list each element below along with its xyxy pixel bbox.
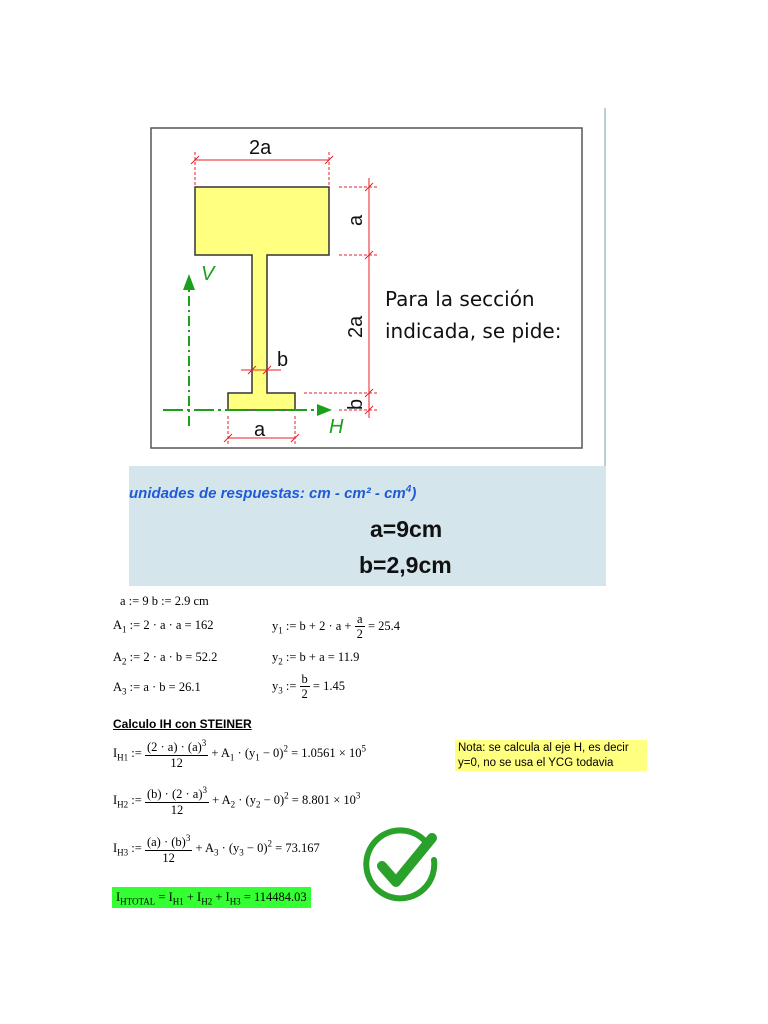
y1-den: 2 xyxy=(356,627,363,642)
y1-post: = 25.4 xyxy=(367,618,401,633)
y3-num: b xyxy=(301,672,308,686)
units-text: unidades de respuestas: cm - cm² - cm xyxy=(129,485,406,502)
ih1-num: (2 · a) · (a) xyxy=(146,740,202,755)
i-section-drawing xyxy=(129,108,606,466)
ih2-exp: 3 xyxy=(355,790,361,801)
centroid-y1: $y_1$ := b + 2 · a + $\frac{a}{2}$ = 25.4 xyxy=(272,612,401,642)
ih3-num: (a) · (b) xyxy=(146,835,186,850)
figure-area xyxy=(129,108,606,466)
y2-expr: b + a = 11.9 xyxy=(299,650,360,664)
ih1-equation: $I_{H1}$ := $\frac{(2 \cdot a) \cdot (a)^3}{12}$ + $A_1 \cdot (y_1 - 0)^2 = 1.0561 \times 10^5$ xyxy=(113,738,366,770)
ih2-den: 12 xyxy=(170,802,184,817)
units-note xyxy=(129,484,416,502)
total-inertia: $I_{HTOTAL} = I_{H1} + I_{H2} + I_{H3} = 114484.03$ xyxy=(112,887,311,908)
ih1-result: = 1.0561 × 10 xyxy=(287,745,362,760)
area-a2: $A_2$ := 2 · a · b = 52.2 xyxy=(113,650,218,667)
dim-right-2a-label: 2a xyxy=(345,315,367,338)
area-a3: $A_3$ := a · b = 26.1 xyxy=(113,680,201,697)
y3-post: = 1.45 xyxy=(312,678,345,693)
given-a: a=9cm xyxy=(370,516,443,542)
prompt-line-1: Para la sección xyxy=(385,287,535,311)
dim-bottom-a-label: a xyxy=(254,419,266,441)
given-values-panel xyxy=(129,466,606,586)
dim-right-a-label: a xyxy=(345,214,367,226)
area-a1-expr: 2 · a · a = 162 xyxy=(143,618,214,632)
steiner-title: Calculo IH con STEINER xyxy=(113,717,252,731)
ih1-exp: 5 xyxy=(361,743,366,754)
ih2-num: (b) · (2 · a) xyxy=(146,787,203,802)
area-a3-expr: a · b = 26.1 xyxy=(143,680,201,694)
problem-figure-panel xyxy=(129,108,606,586)
ih3-den: 12 xyxy=(162,850,175,865)
ih1-tail: · (y xyxy=(234,745,256,760)
i-section-shape xyxy=(195,187,329,410)
y1-num: a xyxy=(356,612,363,626)
dim-top-2a-label: 2a xyxy=(249,137,272,159)
v-axis-arrow xyxy=(183,274,195,290)
area-a2-expr: 2 · a · b = 52.2 xyxy=(143,650,218,664)
h-axis-label: H xyxy=(329,416,344,438)
units-close: ) xyxy=(411,485,417,502)
dim-right-b-label: b xyxy=(345,398,367,410)
ih1-rest: + A xyxy=(211,745,230,760)
total-eq: = I xyxy=(155,890,173,904)
units-sup: 4 xyxy=(405,484,412,495)
prompt-line-2: indicada, se pide: xyxy=(385,319,562,343)
y1-pre: b + 2 · a + xyxy=(299,618,352,633)
centroid-y2: $y_2$ := b + a = 11.9 xyxy=(272,650,360,667)
note-box: Nota: se calcula al eje H, es decir y=0, no se usa el YCG todavia xyxy=(455,740,647,771)
variable-definitions: a := 9 b := 2.9 cm xyxy=(120,594,209,608)
area-a1: $A_1$ := 2 · a · a = 162 xyxy=(113,618,214,635)
v-axis-label: V xyxy=(201,263,215,285)
ih3-result: = 73.167 xyxy=(272,840,320,855)
total-result: = 114484.03 xyxy=(240,890,307,904)
y3-den: 2 xyxy=(301,687,308,702)
check-circle-icon xyxy=(362,826,442,906)
given-b: b=2,9cm xyxy=(359,552,452,578)
dim-web-b-label: b xyxy=(277,349,289,371)
ih3-equation: $I_{H3}$ := $\frac{(a) \cdot (b)^3}{12}$ + $A_3 \cdot (y_3 - 0)^2 = 73.167$ xyxy=(113,833,320,865)
ih1-tail2: − 0) xyxy=(259,745,284,760)
ih2-result: = 8.801 × 10 xyxy=(288,792,356,807)
ih1-den: 12 xyxy=(170,755,183,770)
h-axis-arrow xyxy=(317,404,332,416)
centroid-y3: $y_3$ := $\frac{b}{2}$ = 1.45 xyxy=(272,672,345,702)
ih2-equation: $I_{H2}$ := $\frac{(b) \cdot (2 \cdot a)^3}{12}$ + $A_2 \cdot (y_2 - 0)^2 = 8.801 \times 10^3$ xyxy=(113,785,361,817)
